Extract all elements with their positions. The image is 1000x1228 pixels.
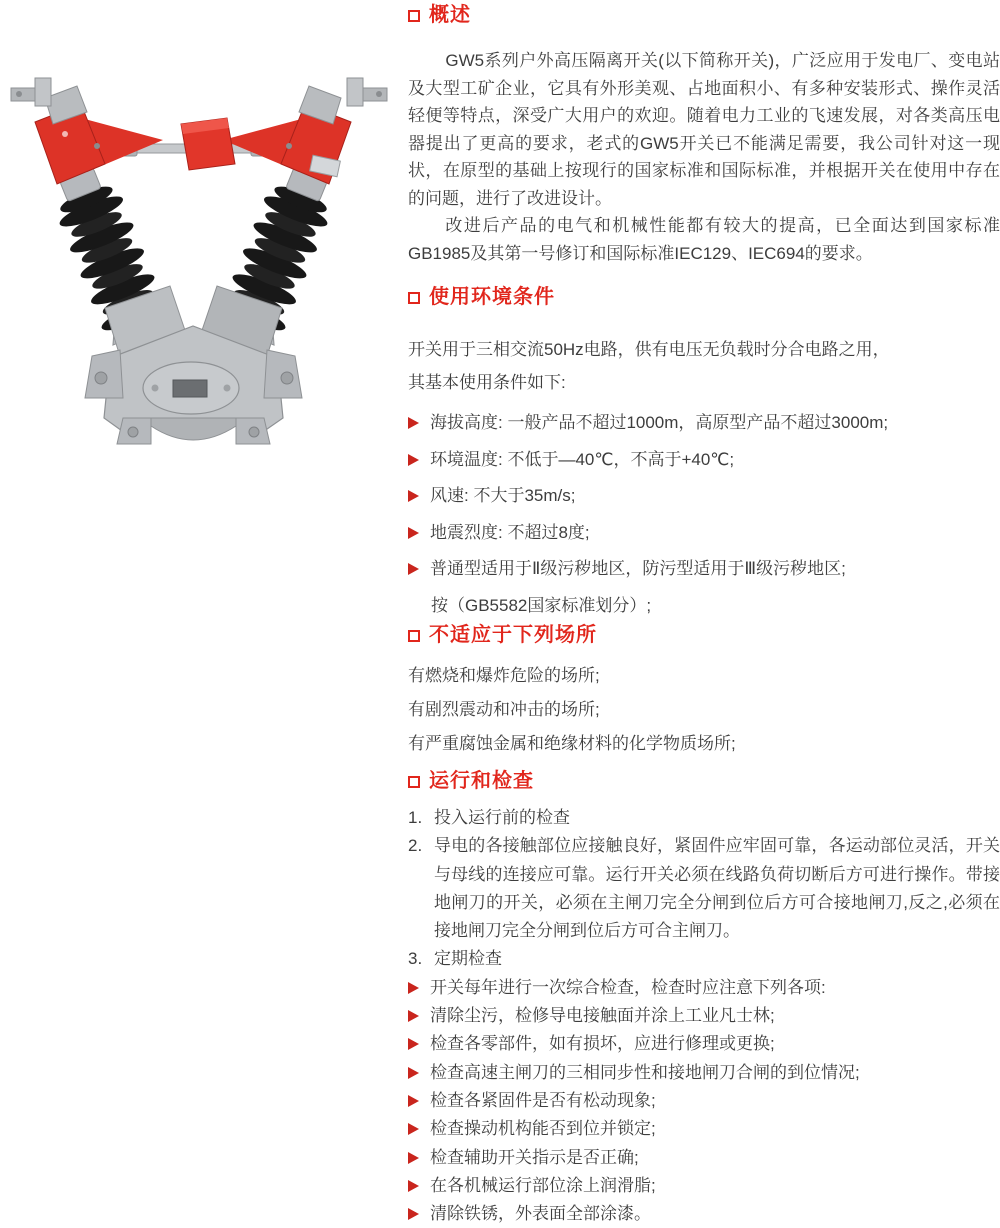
section-heading — [408, 2, 1000, 28]
list-item — [408, 447, 1000, 473]
numbered-item — [408, 804, 1000, 832]
content-column — [408, 0, 1000, 1227]
section-heading — [408, 622, 1000, 648]
square-bullet-icon — [408, 10, 420, 22]
item-text: 导电的各接触部位应接触良好，紧固件应牢固可靠，各运动部位灵活，开关与母线的连接应可靠。运行开关必须在线路负荷切断后方可进行操作。带接地闸刀的开关，必须在主闸刀完全分闸到位后方可合接地闸刀,反之,必须在接地闸刀完全分闸到位后方可合主闸刀。 — [434, 836, 1000, 941]
overview-paragraph: GW5系列户外高压隔离开关(以下简称开关)，广泛应用于发电厂、变电站及大型工矿企业，它具有外形美观、占地面积小、有多种安装形式、操作灵活轻便等特点，深受广大用户的欢迎。随着电力工业的飞速发展，对各类高压电器提出了更高的要求，老式的GW5开关已不能满足需要，我公司针对这一现状，在原型的基础上按现行的国家标准和国际标准，并根据开关在使用中存在的问题，进行了改进设计。 — [408, 51, 1000, 208]
square-bullet-icon — [408, 292, 420, 304]
list-item-text: 检查高速主闸刀的三相同步性和接地闸刀合闸的到位情况; — [430, 1062, 860, 1082]
section-title: 使用环境条件 — [429, 286, 555, 308]
triangle-bullet-icon — [408, 1208, 419, 1220]
section-overview — [408, 2, 1000, 267]
intro-line: 其基本使用条件如下: — [408, 373, 566, 392]
list-item-text: 环境温度: 不低于—40℃，不高于+40℃; — [430, 449, 735, 469]
triangle-bullet-icon — [408, 1095, 419, 1107]
list-item — [408, 520, 1000, 546]
triangle-bullet-icon — [408, 1010, 419, 1022]
square-bullet-icon — [408, 630, 420, 642]
list-item-text: 检查各紧固件是否有松动现象; — [430, 1090, 656, 1110]
list-line: 有剧烈震动和冲击的场所; — [408, 700, 600, 719]
environment-intro — [408, 333, 1000, 399]
triangle-bullet-icon — [408, 563, 419, 575]
item-number: 3. — [408, 949, 423, 969]
section-heading — [408, 768, 1000, 794]
list-item-text: 风速: 不大于35m/s; — [430, 486, 576, 505]
list-item — [408, 410, 1000, 436]
list-item-text: 检查各零部件，如有损坏，应进行修理或更换; — [430, 1034, 775, 1054]
right-terminal-fitting — [347, 78, 387, 106]
section-heading — [408, 284, 1000, 310]
list-line: 有燃烧和爆炸危险的场所; — [408, 666, 600, 685]
section-unsuitable-places — [408, 622, 1000, 761]
list-item — [408, 1030, 1000, 1058]
list-item-text: 开关每年进行一次综合检查，检查时应注意下列各项: — [430, 977, 826, 997]
triangle-bullet-icon — [408, 982, 419, 994]
triangle-bullet-icon — [408, 1152, 419, 1164]
list-item-text: 清除铁锈，外表面全部涂漆。 — [430, 1204, 651, 1224]
environment-bullet-list — [408, 410, 1000, 619]
list-item-text: 清除尘污，检修导电接触面并涂上工业凡士林; — [430, 1006, 775, 1026]
product-photo — [5, 58, 393, 450]
list-item — [408, 556, 1000, 582]
numbered-item — [408, 832, 1000, 945]
item-text: 投入运行前的检查 — [434, 808, 570, 827]
triangle-bullet-icon — [408, 1038, 419, 1050]
list-line: 有严重腐蚀金属和绝缘材料的化学物质场所; — [408, 734, 736, 753]
numbered-item — [408, 945, 1000, 973]
list-item — [408, 1200, 1000, 1228]
intro-line: 开关用于三相交流50Hz电路，供有电压无负载时分合电路之用， — [408, 340, 890, 359]
list-item-text: 检查操动机构能否到位并锁定; — [430, 1119, 656, 1139]
list-item-text: 海拔高度: 一般产品不超过1000m，高原型产品不超过3000m; — [430, 413, 889, 432]
list-item — [408, 1087, 1000, 1115]
disconnect-switch-illustration — [5, 58, 393, 450]
section-title: 不适应于下列场所 — [429, 624, 597, 646]
triangle-bullet-icon — [408, 454, 419, 466]
list-item-text: 在各机械运行部位涂上润滑脂; — [430, 1175, 656, 1195]
left-terminal-fitting — [11, 78, 51, 106]
list-item-text: 检查辅助开关指示是否正确; — [430, 1147, 639, 1167]
triangle-bullet-icon — [408, 1123, 419, 1135]
overview-paragraph: 改进后产品的电气和机械性能都有较大的提高，已全面达到国家标准GB1985及其第一号修订和国际标准IEC129、IEC694的要求。 — [408, 216, 1000, 263]
left-contact-housing — [35, 86, 163, 184]
list-item — [408, 1172, 1000, 1200]
triangle-bullet-icon — [408, 1067, 419, 1079]
triangle-bullet-icon — [408, 490, 419, 502]
unsuitable-places-list — [408, 659, 1000, 761]
section-operation-inspection — [408, 768, 1000, 1228]
inspection-bullet-list — [408, 974, 1000, 1228]
triangle-bullet-icon — [408, 527, 419, 539]
list-item — [408, 1002, 1000, 1030]
item-number: 1. — [408, 808, 423, 827]
right-contact-housing — [223, 86, 351, 184]
list-item-continuation: 按（GB5582国家标准划分）; — [431, 595, 652, 615]
triangle-bullet-icon — [408, 417, 419, 429]
list-item — [408, 1144, 1000, 1172]
list-item — [408, 1059, 1000, 1087]
triangle-bullet-icon — [408, 1180, 419, 1192]
list-item-text: 地震烈度: 不超过8度; — [430, 522, 590, 542]
list-item — [408, 974, 1000, 1002]
square-bullet-icon — [408, 776, 420, 788]
section-title: 运行和检查 — [429, 770, 534, 792]
list-item — [408, 483, 1000, 509]
item-text: 定期检查 — [434, 949, 502, 969]
list-item-text: 普通型适用于Ⅱ级污秽地区，防污型适用于Ⅲ级污秽地区; — [430, 559, 846, 578]
item-number: 2. — [408, 836, 423, 856]
section-environment-conditions — [408, 284, 1000, 619]
section-title: 概述 — [429, 4, 471, 26]
list-item — [408, 1115, 1000, 1143]
